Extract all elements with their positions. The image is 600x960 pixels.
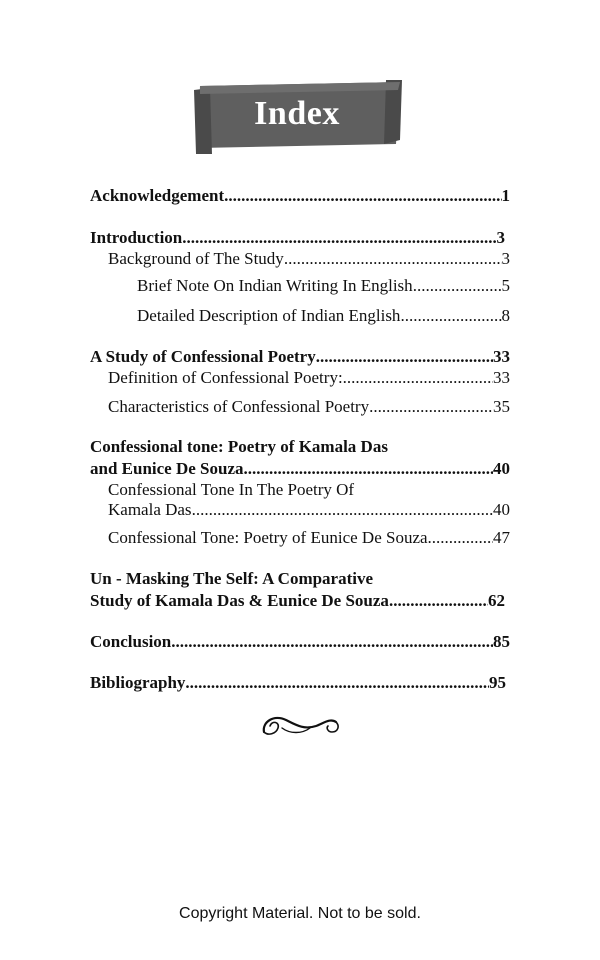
entry-title-line[interactable]: Confessional tone: Poetry of Kamala Das <box>90 437 388 456</box>
entry-title: Bibliography <box>90 673 186 692</box>
toc-entry[interactable] <box>90 228 505 248</box>
toc-entry[interactable] <box>90 347 510 367</box>
copyright-notice: Copyright Material. Not to be sold. <box>179 905 421 922</box>
dot-leader <box>369 397 493 417</box>
entry-page: 62 <box>488 591 505 610</box>
dot-leader <box>244 459 494 479</box>
entry-title: Kamala Das <box>108 500 192 519</box>
toc-subentry[interactable] <box>108 249 510 269</box>
entry-title: A Study of Confessional Poetry <box>90 347 316 366</box>
entry-page: 95 <box>489 673 506 692</box>
entry-page: 47 <box>493 528 510 547</box>
toc-subentry[interactable] <box>108 368 510 388</box>
dot-leader <box>192 500 493 520</box>
toc-entry[interactable] <box>90 632 510 652</box>
entry-title-line[interactable]: Confessional Tone In The Poetry Of <box>108 480 355 499</box>
ornament-divider-icon <box>258 708 342 740</box>
entry-page: 8 <box>501 306 510 325</box>
dot-leader <box>400 306 501 326</box>
dot-leader <box>224 186 501 206</box>
toc-entry[interactable] <box>90 673 506 693</box>
page-title: Index <box>254 95 340 132</box>
entry-page: 33 <box>493 347 510 366</box>
entry-page: 1 <box>501 186 510 205</box>
entry-title: Acknowledgement <box>90 186 225 205</box>
dot-leader <box>389 591 488 611</box>
toc-entry[interactable] <box>90 459 510 479</box>
entry-page: 85 <box>493 632 510 651</box>
entry-title: Confessional Tone: Poetry of Eunice De Souza <box>108 528 428 547</box>
entry-title-line[interactable]: Un - Masking The Self: A Comparative <box>90 569 374 588</box>
dot-leader <box>413 276 502 296</box>
entry-page: 5 <box>501 276 510 295</box>
toc-subentry[interactable] <box>108 500 510 520</box>
entry-title: Definition of Confessional Poetry: <box>108 368 343 387</box>
dot-leader <box>316 347 493 367</box>
toc-subentry[interactable] <box>137 276 510 296</box>
entry-page: 33 <box>493 368 510 387</box>
entry-title: Detailed Description of Indian English <box>137 306 401 325</box>
entry-title: Conclusion <box>90 632 172 651</box>
dot-leader <box>343 368 493 388</box>
dot-leader <box>171 632 493 652</box>
dot-leader <box>185 673 489 693</box>
toc-entry[interactable] <box>90 591 505 611</box>
toc-subentry[interactable] <box>108 528 510 548</box>
entry-page: 3 <box>496 228 505 247</box>
toc-subentry[interactable] <box>137 306 510 326</box>
entry-title: Characteristics of Confessional Poetry <box>108 397 370 416</box>
entry-title: Introduction <box>90 228 183 247</box>
entry-page: 3 <box>501 249 510 268</box>
entry-page: 40 <box>493 459 510 478</box>
entry-page: 40 <box>493 500 510 519</box>
toc-entry[interactable] <box>90 186 510 206</box>
toc-subentry[interactable] <box>108 397 510 417</box>
entry-page: 35 <box>493 397 510 416</box>
entry-title: Brief Note On Indian Writing In English <box>137 276 413 295</box>
dot-leader <box>182 228 496 248</box>
entry-title: Background of The Study <box>108 249 284 268</box>
entry-title: and Eunice De Souza <box>90 459 244 478</box>
dot-leader <box>428 528 493 548</box>
entry-title: Study of Kamala Das & Eunice De Souza <box>90 591 389 610</box>
dot-leader <box>284 249 502 269</box>
